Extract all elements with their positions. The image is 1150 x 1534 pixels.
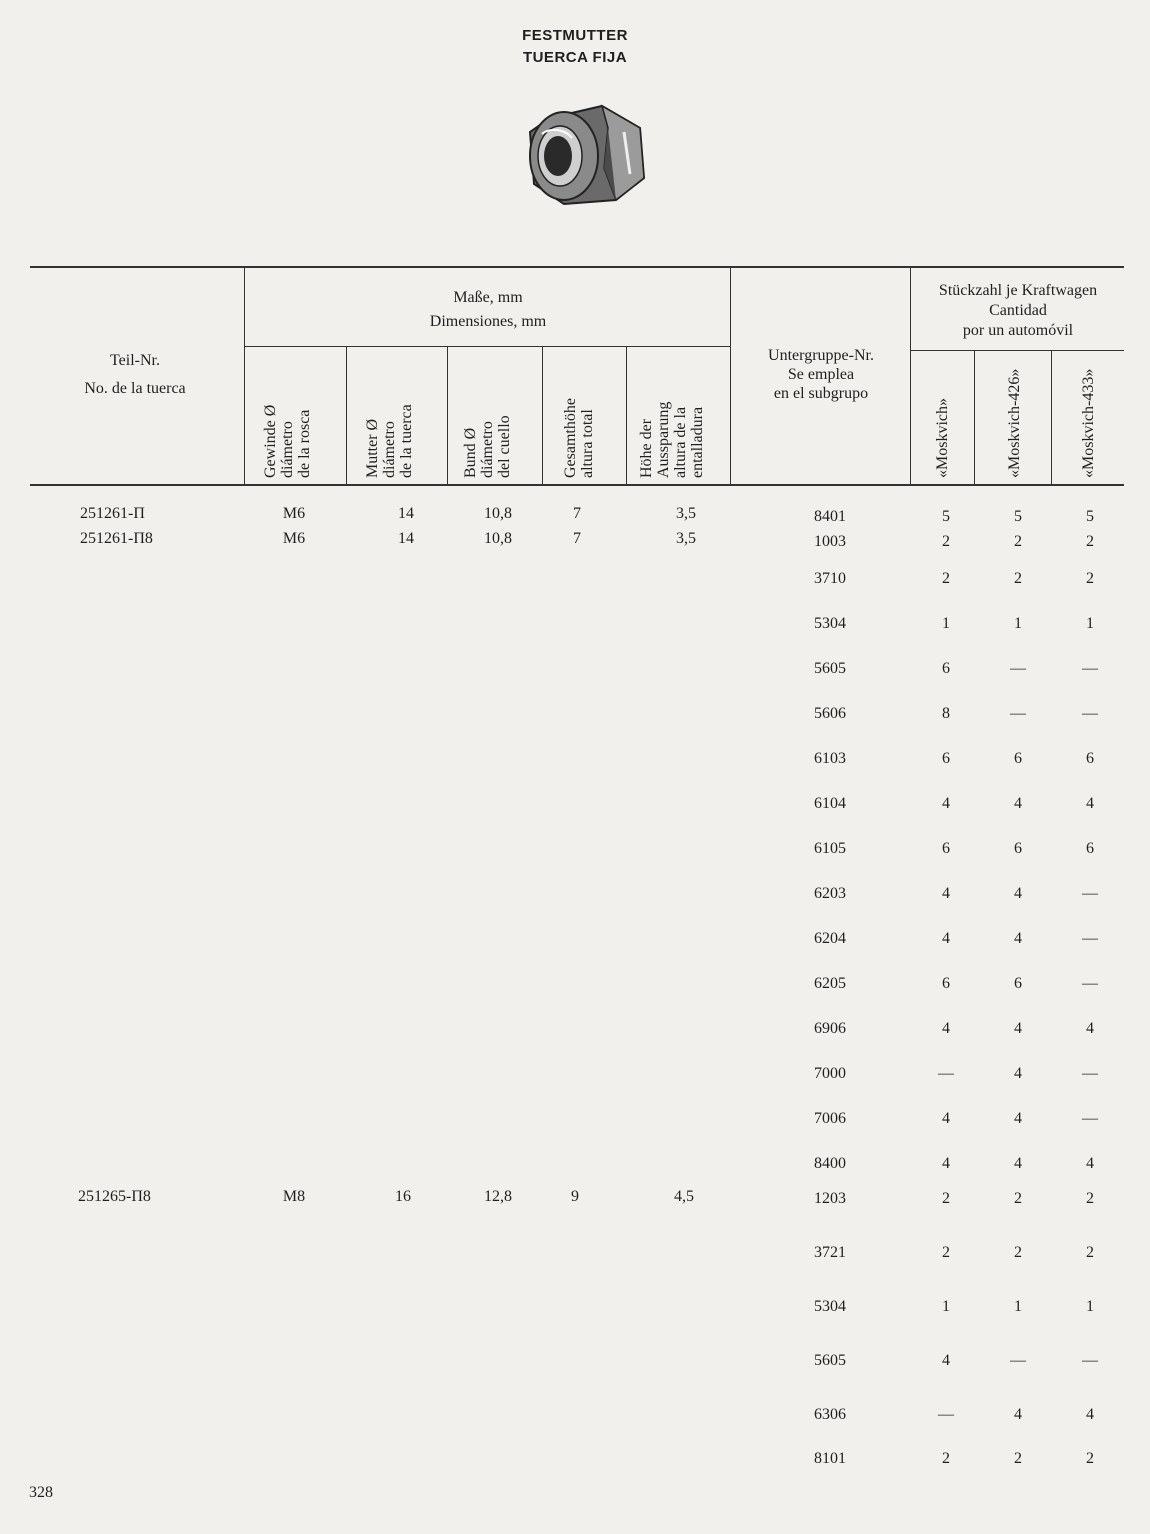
recess-value: 3,5 — [676, 505, 696, 522]
quantity-value: — — [1082, 1065, 1098, 1082]
quantity-value: 5 — [942, 508, 950, 525]
subgroup-number: 3710 — [814, 570, 846, 587]
quantity-value: 2 — [1014, 1450, 1022, 1467]
quantity-value: 2 — [1086, 1450, 1094, 1467]
part-no-header: Teil-Nr. No. de la tuerca — [84, 352, 186, 397]
quantity-value: 2 — [1086, 1244, 1094, 1261]
col-divider — [447, 347, 448, 484]
recess-value: 4,5 — [674, 1188, 694, 1205]
quantity-value: 2 — [942, 1244, 950, 1261]
col-divider — [730, 268, 731, 484]
quantity-value: 4 — [1086, 795, 1094, 812]
quantity-value: 4 — [1014, 1020, 1022, 1037]
table-top-rule — [30, 266, 1124, 268]
dimensions-header: Maße, mm Dimensiones, mm — [429, 289, 547, 330]
subgroup-number: 6906 — [814, 1020, 846, 1037]
model-header-moskvich-426: «Moskvich-426» — [1006, 368, 1023, 478]
quantity-value: — — [1082, 885, 1098, 902]
total-height-value: 7 — [573, 505, 581, 522]
subgroup-number: 5304 — [814, 615, 846, 632]
quantity-value: — — [1010, 705, 1026, 722]
model-header-moskvich: «Moskvich» — [934, 398, 951, 478]
collar-diameter-header: Bund Ø diámetro del cuello — [462, 415, 513, 478]
subgroup-number: 5606 — [814, 705, 846, 722]
quantity-value: — — [1082, 975, 1098, 992]
quantity-value: 2 — [1014, 1190, 1022, 1207]
quantity-value: 4 — [942, 1352, 950, 1369]
subgroup-number: 6204 — [814, 930, 846, 947]
quantity-value: 2 — [942, 1450, 950, 1467]
subgroup-number: 8401 — [814, 508, 846, 525]
quantity-value: 4 — [942, 885, 950, 902]
quantity-value: 1 — [1086, 615, 1094, 632]
quantity-value: 6 — [1086, 840, 1094, 857]
quantity-value: 1 — [1086, 1298, 1094, 1315]
quantity-value: 4 — [1014, 1155, 1022, 1172]
quantity-value: — — [938, 1065, 954, 1082]
part-number: 251265-П8 — [78, 1188, 151, 1205]
subgroup-number: 8400 — [814, 1155, 846, 1172]
quantity-value: 4 — [942, 1110, 950, 1127]
subgroup-number: 6306 — [814, 1406, 846, 1423]
subgroup-number: 7000 — [814, 1065, 846, 1082]
subgroup-number: 6205 — [814, 975, 846, 992]
collar-diameter-value: 12,8 — [484, 1188, 512, 1205]
quantity-value: 6 — [942, 750, 950, 767]
title-line-1: FESTMUTTER — [522, 27, 628, 44]
part-number: 251261-П — [80, 505, 145, 522]
quantity-value: 6 — [1014, 975, 1022, 992]
quantity-value: 8 — [942, 705, 950, 722]
quantity-value: 2 — [1014, 533, 1022, 550]
quantity-value: 2 — [942, 1190, 950, 1207]
col-divider — [974, 351, 975, 484]
collar-diameter-value: 10,8 — [484, 530, 512, 547]
quantity-value: 4 — [1086, 1155, 1094, 1172]
subgroup-number: 1003 — [814, 533, 846, 550]
quantity-value: 2 — [1014, 1244, 1022, 1261]
subgroup-number: 1203 — [814, 1190, 846, 1207]
quantity-value: 6 — [1086, 750, 1094, 767]
nut-diameter-value: 14 — [398, 505, 414, 522]
page-number: 328 — [29, 1484, 53, 1501]
recess-height-header: Höhe der Aussparung altura de la entalladura — [638, 401, 706, 478]
subgroup-number: 6105 — [814, 840, 846, 857]
quantity-value: 1 — [1014, 1298, 1022, 1315]
quantity-header: Stückzahl je Kraftwagen Cantidad por un automóvil — [938, 282, 1098, 339]
header-bottom-rule — [30, 484, 1124, 486]
quantity-value: — — [938, 1406, 954, 1423]
quantity-value: 2 — [1086, 533, 1094, 550]
thread-value: M6 — [282, 505, 306, 522]
col-divider — [1051, 351, 1052, 484]
thread-value: M8 — [282, 1188, 306, 1205]
quantity-value: — — [1082, 705, 1098, 722]
quantity-value: 4 — [1014, 1065, 1022, 1082]
quantity-value: — — [1082, 1352, 1098, 1369]
subgroup-number: 5605 — [814, 660, 846, 677]
total-height-value: 7 — [573, 530, 581, 547]
total-height-value: 9 — [571, 1188, 579, 1205]
quantity-value: 2 — [1014, 570, 1022, 587]
quantity-value: — — [1082, 930, 1098, 947]
quantity-value: — — [1010, 660, 1026, 677]
quantity-value: 1 — [942, 615, 950, 632]
model-header-moskvich-433: «Moskvich-433» — [1080, 368, 1097, 478]
quantity-value: — — [1010, 1352, 1026, 1369]
quantity-value: 6 — [942, 975, 950, 992]
subgroup-number: 5605 — [814, 1352, 846, 1369]
nut-diameter-value: 14 — [398, 530, 414, 547]
quantity-value: 5 — [1014, 508, 1022, 525]
quantity-value: 4 — [1086, 1020, 1094, 1037]
quantity-value: 4 — [1086, 1406, 1094, 1423]
quantity-value: 2 — [1086, 570, 1094, 587]
quantity-value: 2 — [942, 570, 950, 587]
quantity-value: 4 — [1014, 1110, 1022, 1127]
quantity-value: 5 — [1086, 508, 1094, 525]
quantity-value: 2 — [1086, 1190, 1094, 1207]
subgroup-number: 6103 — [814, 750, 846, 767]
col-divider — [626, 347, 627, 484]
qty-sub-rule — [910, 350, 1124, 351]
nut-diameter-header: Mutter Ø diámetro de la tuerca — [364, 404, 415, 478]
quantity-value: 1 — [942, 1298, 950, 1315]
quantity-value: — — [1082, 1110, 1098, 1127]
recess-value: 3,5 — [676, 530, 696, 547]
subgroup-number: 5304 — [814, 1298, 846, 1315]
subgroup-number: 6203 — [814, 885, 846, 902]
part-number: 251261-П8 — [80, 530, 153, 547]
subgroup-number: 3721 — [814, 1244, 846, 1261]
quantity-value: 4 — [1014, 1406, 1022, 1423]
quantity-value: 6 — [942, 660, 950, 677]
quantity-value: 4 — [1014, 885, 1022, 902]
subgroup-number: 7006 — [814, 1110, 846, 1127]
quantity-value: — — [1082, 660, 1098, 677]
subgroup-number: 6104 — [814, 795, 846, 812]
quantity-value: 6 — [1014, 840, 1022, 857]
subgroup-header: Untergruppe-Nr. Se emplea en el subgrupo — [768, 347, 874, 402]
quantity-value: 4 — [1014, 795, 1022, 812]
quantity-value: 6 — [942, 840, 950, 857]
quantity-value: 4 — [942, 1155, 950, 1172]
total-height-header: Gesamthöhe altura total — [562, 398, 596, 478]
dims-sub-rule — [244, 346, 730, 347]
col-divider — [244, 268, 245, 484]
col-divider — [346, 347, 347, 484]
title-line-2: TUERCA FIJA — [522, 49, 628, 66]
col-divider — [542, 347, 543, 484]
quantity-value: 4 — [942, 795, 950, 812]
quantity-value: 4 — [942, 930, 950, 947]
thread-diameter-header: Gewinde Ø diámetro de la rosca — [262, 404, 313, 478]
thread-value: M6 — [282, 530, 306, 547]
quantity-value: 2 — [942, 533, 950, 550]
quantity-value: 4 — [942, 1020, 950, 1037]
quantity-value: 1 — [1014, 615, 1022, 632]
collar-diameter-value: 10,8 — [484, 505, 512, 522]
quantity-value: 4 — [1014, 930, 1022, 947]
subgroup-number: 8101 — [814, 1450, 846, 1467]
nut-diameter-value: 16 — [395, 1188, 411, 1205]
quantity-value: 6 — [1014, 750, 1022, 767]
nut-illustration — [512, 88, 652, 218]
